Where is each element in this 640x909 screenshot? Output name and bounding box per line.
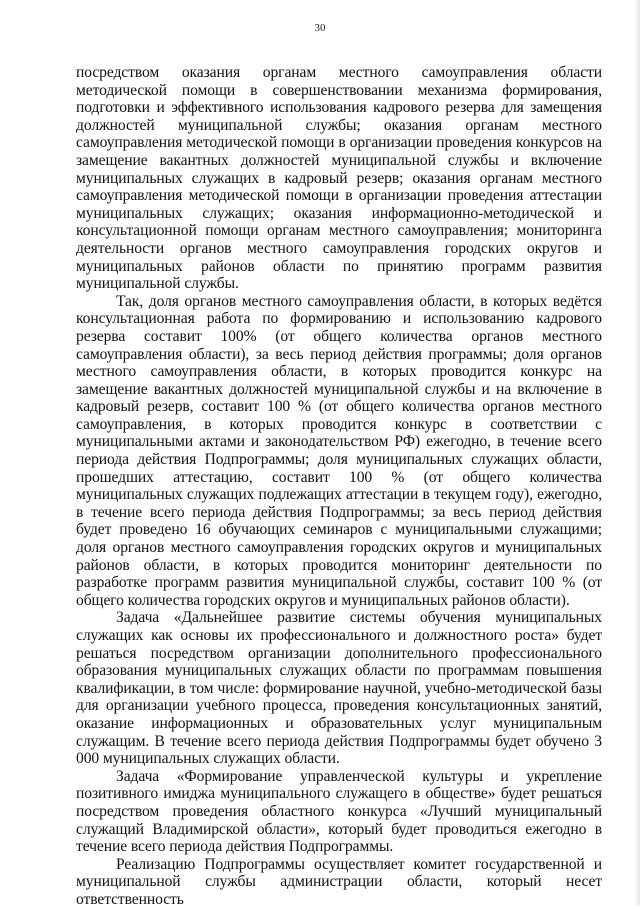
paragraph-3: Задача «Дальнейшее развитие системы обучения муниципальных служащих как основы их профессионального и должностного роста» будет решаться посредством организации дополнительного профессионального образования муниципальных служащих области по программам повышения квалификации, в том числе: формирование научной, учебно-методической базы для организации учебного процесса, проведения консультационных занятий, оказание информационных и образовательных услуг муниципальным служащим. В течение всего периода действия Подпрограммы будет обучено 3 000 муниципальных служащих области. xyxy=(76,609,602,768)
paragraph-1: посредством оказания органам местного самоуправления области методической помощи в совершенствовании механизма формирования, подготовки и эффективного использования кадрового резерва для замещения должностей муниципальной службы; оказания органам местного самоуправления методической помощи в организации проведения конкурсов на замещение вакантных должностей муниципальной службы и включение муниципальных служащих в кадровый резерв; оказания органам местного самоуправления методической помощи в организации проведения аттестации муниципальных служащих; оказания информационно-методической и консультационной помощи органам местного самоуправления; мониторинга деятельности органов местного самоуправления городских округов и муниципальных районов области по принятию программ развития муниципальной службы. xyxy=(76,64,602,293)
paragraph-2: Так, доля органов местного самоуправления области, в которых ведётся консультационная работа по формированию и использованию кадрового резерва составит 100% (от общего количества органов местного самоуправления области), за весь период действия программы; доля органов местного самоуправления области, в которых проводится конкурс на замещение вакантных должностей муниципальной службы и на включение в кадровый резерв, составит 100 % (от общего количества органов местного самоуправления, в которых проводится конкурс в соответствии с муниципальными актами и законодательством РФ) ежегодно, в течение всего периода действия Подпрограммы; доля муниципальных служащих области, прошедших аттестацию, составит 100 % (от общего количества муниципальных служащих подлежащих аттестации в текущем году), ежегодно, в течение всего периода действия Подпрограммы; за весь период действия будет проведено 16 обучающих семинаров с муниципальными служащими; доля органов местного самоуправления городских округов и муниципальных районов области, в которых проводится мониторинг деятельности по разработке программ развития муниципальной службы, составит 100 % (от общего количества городских округов и муниципальных районов области). xyxy=(76,292,602,609)
paragraph-5: Реализацию Подпрограммы осуществляет комитет государственной и муниципальной службы администрации области, который несет ответственность xyxy=(76,855,602,908)
scan-edge-shadow xyxy=(634,0,640,905)
page-number: 30 xyxy=(314,22,326,34)
paragraph-4: Задача «Формирование управленческой культуры и укрепление позитивного имиджа муниципального служащего в обществе» будет решаться посредством проведения областного конкурса «Лучший муниципальный служащий Владимирской области», который будет проводиться ежегодно в течение всего периода действия Подпрограммы. xyxy=(76,767,602,856)
body-text xyxy=(76,64,602,909)
